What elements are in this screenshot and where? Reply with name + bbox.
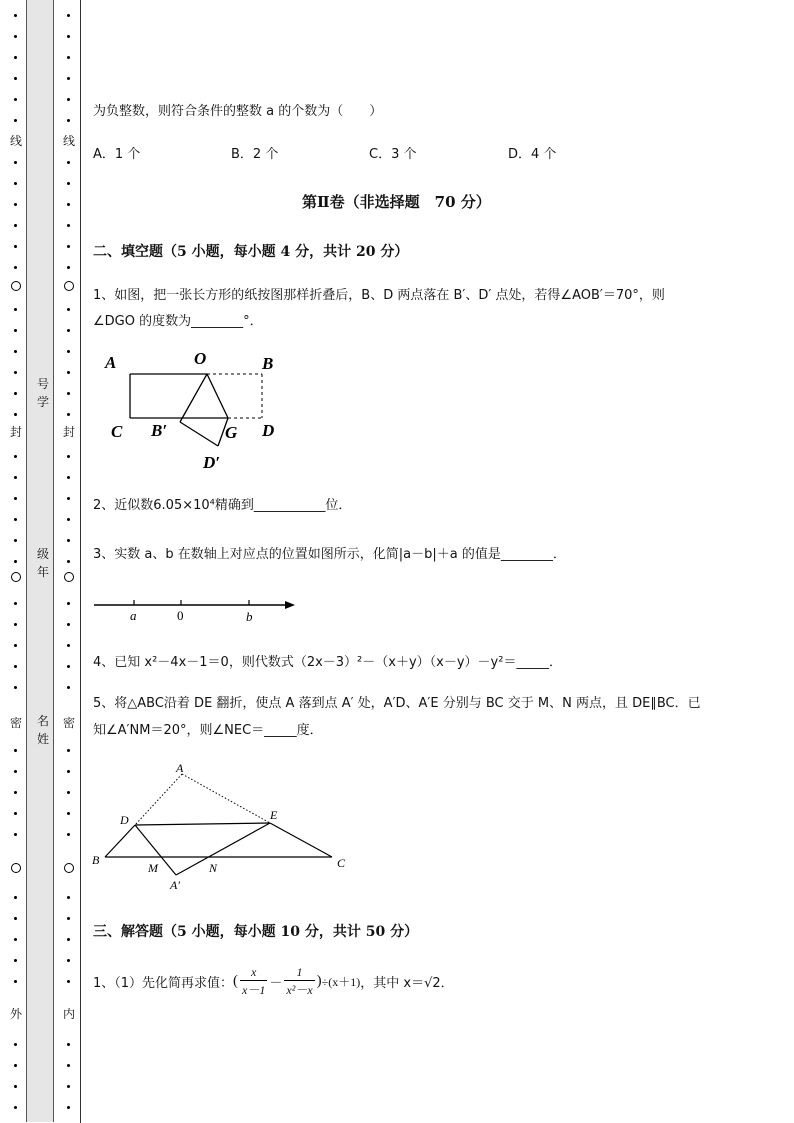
field-student-id: 号学 — [36, 377, 49, 409]
binding-dot — [14, 98, 17, 101]
binding-dot — [67, 770, 70, 773]
binding-dot — [67, 539, 70, 542]
binding-dot — [67, 203, 70, 206]
binding-dot — [67, 371, 70, 374]
binding-dot — [14, 959, 17, 962]
q1-line1: 1、如图，把一张长方形的纸按图那样折叠后，B、D 两点落在 B′、D′ 点处，若得∠AOB′＝70°，则 — [93, 288, 665, 303]
binding-dot — [67, 350, 70, 353]
inner-char-nei: 内 — [62, 1007, 75, 1021]
field-name: 名姓 — [36, 714, 49, 746]
binding-dot — [14, 644, 17, 647]
inner-char-mi: 密 — [62, 716, 75, 730]
q6-prefix: 1、（1）先化简再求值： — [93, 975, 234, 991]
binding-dot — [14, 392, 17, 395]
option-a: A．1 个 — [93, 147, 141, 162]
option-b: B．2 个 — [231, 147, 279, 162]
binding-dot — [14, 1043, 17, 1046]
fig1-label-d-prime: D′ — [203, 453, 221, 472]
binding-dot — [14, 665, 17, 668]
binding-dot — [14, 476, 17, 479]
binding-dot — [67, 98, 70, 101]
binding-dot — [14, 182, 17, 185]
binding-dot — [14, 371, 17, 374]
binding-dot — [67, 812, 70, 815]
binding-dot — [14, 350, 17, 353]
binding-dot — [14, 1106, 17, 1109]
section-heading-fill: 二、填空题（5 小题，每小题 4 分，共计 20 分） — [93, 244, 409, 260]
binding-dot — [14, 602, 17, 605]
binding-dot — [67, 602, 70, 605]
outer-circle — [11, 281, 21, 291]
binding-dot — [67, 35, 70, 38]
inner-char-xian: 线 — [62, 134, 75, 148]
binding-dot — [67, 392, 70, 395]
binding-dot — [67, 791, 70, 794]
binding-dot — [67, 245, 70, 248]
binding-dot — [67, 644, 70, 647]
binding-dot — [14, 308, 17, 311]
fig1-label-a: A — [105, 353, 117, 372]
binding-dot — [14, 623, 17, 626]
binding-dot — [14, 770, 17, 773]
binding-dot — [67, 560, 70, 563]
binding-dot — [67, 518, 70, 521]
outer-char-feng: 封 — [9, 425, 22, 439]
binding-dot — [67, 476, 70, 479]
fold-figure — [100, 342, 300, 477]
binding-dot — [14, 938, 17, 941]
binding-dot — [67, 1043, 70, 1046]
fig2-label-c: C — [337, 856, 346, 870]
fig2-label-e: E — [270, 808, 278, 822]
binding-dot — [14, 119, 17, 122]
frac1-denominator: x－1 — [240, 980, 267, 998]
binding-dot — [14, 896, 17, 899]
fig1-label-g: G — [225, 423, 238, 442]
binding-dot — [14, 77, 17, 80]
binding-dot — [14, 497, 17, 500]
q2-text: 2、近似数6.05×10⁴精确到___________位． — [93, 498, 352, 513]
binding-dot — [67, 455, 70, 458]
inner-circle — [64, 572, 74, 582]
fig1-label-o: O — [194, 349, 207, 368]
outer-circle — [11, 863, 21, 873]
binding-dot — [67, 959, 70, 962]
frac1-numerator: x — [251, 964, 257, 979]
binding-dot — [67, 56, 70, 59]
binding-dot — [67, 77, 70, 80]
binding-dot — [67, 623, 70, 626]
inner-circle — [64, 281, 74, 291]
fig2-label-m: M — [148, 861, 158, 875]
q1-line2: ∠DGO 的度数为________°． — [93, 314, 263, 329]
binding-dot — [67, 413, 70, 416]
binding-dot — [14, 266, 17, 269]
numline-label-zero: 0 — [177, 608, 184, 623]
numline-label-a: a — [130, 608, 137, 623]
binding-dot — [67, 329, 70, 332]
binding-dot — [67, 1106, 70, 1109]
binding-dot — [67, 14, 70, 17]
frac2-denominator: x²－x — [284, 980, 314, 998]
binding-dot — [14, 245, 17, 248]
binding-dot — [14, 413, 17, 416]
q6-suffix: ，其中 x＝√2． — [360, 975, 454, 991]
number-line — [92, 596, 302, 626]
binding-dot — [67, 224, 70, 227]
fig1-label-d: D — [262, 421, 275, 440]
outer-char-wai: 外 — [9, 1007, 22, 1021]
q5-line1: 5、将△ABC沿着 DE 翻折，使点 A 落到点 A′ 处，A′D、A′E 分别与 BC 交于 M、N 两点，且 DE∥BC．已 — [93, 696, 701, 711]
binding-dot — [67, 1064, 70, 1067]
binding-dot — [67, 686, 70, 689]
outer-circle — [11, 572, 21, 582]
binding-dot — [67, 182, 70, 185]
fig2-label-n: N — [209, 861, 218, 875]
binding-dot — [14, 917, 17, 920]
binding-dot — [67, 896, 70, 899]
binding-dot — [67, 980, 70, 983]
binding-dot — [67, 1085, 70, 1088]
binding-dot — [14, 14, 17, 17]
binding-dot — [67, 749, 70, 752]
binding-dot — [14, 560, 17, 563]
binding-dot — [14, 161, 17, 164]
binding-dot — [14, 1064, 17, 1067]
binding-dot — [67, 665, 70, 668]
fig2-label-a: A — [176, 761, 184, 775]
fig2-label-b: B — [92, 853, 100, 867]
option-c: C．3 个 — [369, 147, 417, 162]
binding-dot — [14, 749, 17, 752]
binding-dot — [67, 266, 70, 269]
fig1-label-c: C — [111, 422, 123, 441]
question-tail: 为负整数，则符合条件的整数 a 的个数为（ ） — [93, 104, 383, 119]
binding-dot — [67, 161, 70, 164]
inner-dot-column — [53, 0, 81, 1123]
binding-dot — [14, 35, 17, 38]
q3-text: 3、实数 a、b 在数轴上对应点的位置如图所示，化简|a－b|＋a 的值是________． — [93, 547, 566, 562]
binding-dot — [14, 329, 17, 332]
q5-line2: 知∠A′NM＝20°，则∠NEC＝_____度． — [93, 723, 323, 738]
binding-dot — [14, 980, 17, 983]
binding-dot — [14, 1085, 17, 1088]
binding-dot — [14, 833, 17, 836]
binding-dot — [67, 308, 70, 311]
binding-dot — [14, 518, 17, 521]
outer-char-mi: 密 — [9, 716, 22, 730]
binding-dot — [67, 938, 70, 941]
triangle-fold-figure — [90, 758, 355, 898]
inner-char-feng: 封 — [62, 425, 75, 439]
binding-dot — [67, 497, 70, 500]
frac-rest: ÷(x＋1) — [321, 974, 361, 989]
field-grade: 级年 — [36, 547, 49, 579]
binding-dot — [14, 203, 17, 206]
q4-text: 4、已知 x²－4x－1＝0，则代数式（2x－3）²－（x＋y）（x－y）－y²＝_____． — [93, 655, 562, 670]
binding-dot — [14, 539, 17, 542]
binding-dot — [14, 686, 17, 689]
q6-expression: 1、（1）先化简再求值： ( $\frac{x}{x-1}$ － $\frac{1}{\text{x²－x}}$ ) ÷(x＋1) ，其中 x＝√2． — [93, 964, 454, 997]
binding-dot — [67, 833, 70, 836]
binding-dot — [14, 224, 17, 227]
inner-circle — [64, 863, 74, 873]
fig1-label-b: B — [262, 354, 274, 373]
fig2-label-d: D — [120, 813, 129, 827]
binding-dot — [14, 791, 17, 794]
option-d: D．4 个 — [508, 147, 557, 162]
binding-dot — [67, 917, 70, 920]
fig2-label-a-prime: A′ — [170, 878, 180, 892]
part-title: 第Ⅱ卷（非选择题 70 分） — [302, 193, 491, 211]
numline-label-b: b — [246, 609, 253, 624]
frac2-numerator: 1 — [296, 964, 303, 979]
binding-dot — [14, 56, 17, 59]
fig1-label-b-prime: B′ — [151, 421, 168, 440]
outer-char-xian: 线 — [9, 134, 22, 148]
binding-dot — [67, 119, 70, 122]
binding-dot — [14, 812, 17, 815]
section-heading-solve: 三、解答题（5 小题，每小题 10 分，共计 50 分） — [93, 924, 419, 940]
binding-dot — [14, 455, 17, 458]
